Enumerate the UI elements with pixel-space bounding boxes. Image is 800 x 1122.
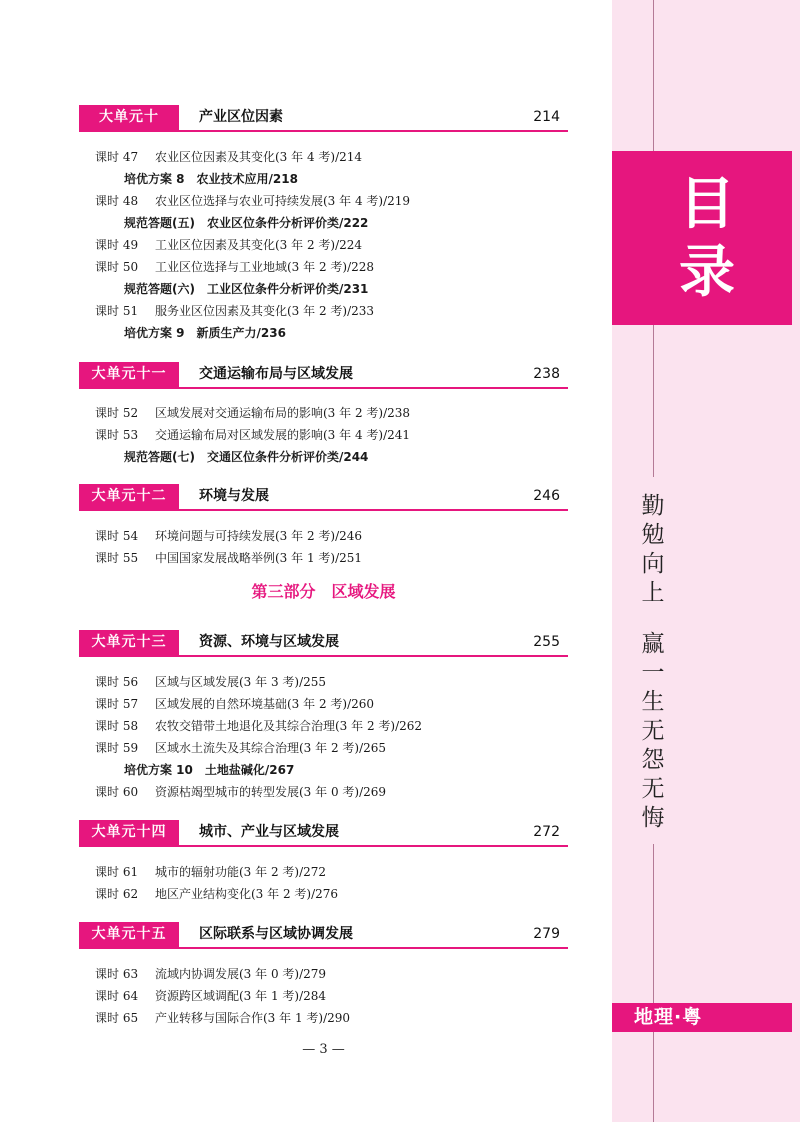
toc-lesson[interactable] [95,1008,350,1028]
unit-title: 城市、产业与区域发展 [199,824,339,840]
unit-tag: 大单元十四 [79,820,179,845]
lesson-title: 资源跨区域调配(3 年 1 考)/284 [155,989,327,1003]
lesson-title: 区域发展对交通运输布局的影响(3 年 2 考)/238 [155,406,411,420]
lesson-title: 产业转移与国际合作(3 年 1 考)/290 [155,1011,351,1025]
page-number: — 3 — [302,1042,345,1057]
lesson-number: 课时 54 [95,529,139,543]
toc-title-block [612,151,792,325]
lesson-number: 课时 51 [95,304,139,318]
unit-header[interactable] [79,105,568,132]
unit-header[interactable] [79,362,568,389]
motto-char: 生 [641,689,665,715]
motto-char: 勉 [641,522,665,548]
unit-title: 环境与发展 [199,488,269,504]
toc-lesson[interactable] [95,301,374,321]
toc-special-item[interactable]: 培优方案 8 农业技术应用/218 [124,172,298,186]
lesson-title: 农业区位选择与农业可持续发展(3 年 4 考)/219 [155,194,411,208]
unit-tag: 大单元十一 [79,362,179,387]
motto-char: 上 [641,580,665,606]
toc-lesson[interactable] [95,548,362,568]
lesson-title: 城市的辐射功能(3 年 2 考)/272 [155,865,327,879]
lesson-number: 课时 60 [95,785,139,799]
toc-special-item[interactable]: 规范答题(五) 农业区位条件分析评价类/222 [124,216,369,230]
part-heading: 第三部分 区域发展 [251,582,396,601]
lesson-title: 资源枯竭型城市的转型发展(3 年 0 考)/269 [155,785,387,799]
motto-part-2 [637,630,669,833]
unit-tag: 大单元十 [79,105,179,130]
lesson-number: 课时 62 [95,887,139,901]
subject-label: 地理·粤 [612,1003,792,1032]
lesson-number: 课时 65 [95,1011,139,1025]
unit-page: 255 [533,634,560,650]
lesson-number: 课时 64 [95,989,139,1003]
lesson-number: 课时 55 [95,551,139,565]
toc-lesson[interactable] [95,862,326,882]
motto-char: 勤 [641,493,665,519]
toc-lesson[interactable] [95,694,374,714]
lesson-number: 课时 53 [95,428,139,442]
motto-char: 悔 [641,805,665,831]
motto-part-1 [637,492,669,608]
side-divider-line [653,325,654,477]
lesson-title: 区域发展的自然环境基础(3 年 2 考)/260 [155,697,375,711]
lesson-number: 课时 47 [95,150,139,164]
side-divider-line [653,1032,654,1122]
lesson-title: 服务业区位因素及其变化(3 年 2 考)/233 [155,304,375,318]
motto-char: 怨 [641,747,665,773]
lesson-title: 区域与区域发展(3 年 3 考)/255 [155,675,327,689]
toc-lesson[interactable] [95,425,410,445]
lesson-number: 课时 48 [95,194,139,208]
motto-char: 无 [641,718,665,744]
lesson-number: 课时 59 [95,741,139,755]
toc-lesson[interactable] [95,526,362,546]
lesson-title: 交通运输布局对区域发展的影响(3 年 4 考)/241 [155,428,411,442]
lesson-title: 工业区位因素及其变化(3 年 2 考)/224 [155,238,363,252]
toc-special-item[interactable]: 规范答题(七) 交通区位条件分析评价类/244 [124,450,369,464]
unit-page: 272 [533,824,560,840]
unit-tag: 大单元十二 [79,484,179,509]
lesson-title: 农业区位因素及其变化(3 年 4 考)/214 [155,150,363,164]
toc-title-char: 目 [679,172,735,237]
toc-lesson[interactable] [95,782,386,802]
toc-lesson[interactable] [95,672,326,692]
unit-header[interactable] [79,630,568,657]
unit-header[interactable] [79,820,568,847]
unit-header[interactable] [79,484,568,511]
toc-lesson[interactable] [95,986,326,1006]
side-divider-line [653,844,654,1003]
side-divider-line [653,0,654,151]
motto-char: 赢 [641,631,665,657]
unit-tag: 大单元十三 [79,630,179,655]
unit-title: 区际联系与区域协调发展 [199,926,353,942]
lesson-title: 环境问题与可持续发展(3 年 2 考)/246 [155,529,363,543]
lesson-title: 农牧交错带土地退化及其综合治理(3 年 2 考)/262 [155,719,423,733]
unit-header[interactable] [79,922,568,949]
unit-title: 资源、环境与区域发展 [199,634,339,650]
lesson-title: 区域水土流失及其综合治理(3 年 2 考)/265 [155,741,387,755]
toc-special-item[interactable]: 培优方案 9 新质生产力/236 [124,326,286,340]
toc-lesson[interactable] [95,884,338,904]
lesson-title: 地区产业结构变化(3 年 2 考)/276 [155,887,339,901]
lesson-title: 工业区位选择与工业地域(3 年 2 考)/228 [155,260,375,274]
toc-lesson[interactable] [95,716,422,736]
lesson-number: 课时 56 [95,675,139,689]
lesson-number: 课时 58 [95,719,139,733]
toc-title-char: 录 [679,240,735,305]
motto-char: 向 [641,551,665,577]
lesson-number: 课时 49 [95,238,139,252]
unit-tag: 大单元十五 [79,922,179,947]
unit-page: 238 [533,366,560,382]
motto-char: 无 [641,776,665,802]
lesson-number: 课时 61 [95,865,139,879]
unit-page: 279 [533,926,560,942]
lesson-number: 课时 63 [95,967,139,981]
lesson-number: 课时 57 [95,697,139,711]
lesson-number: 课时 50 [95,260,139,274]
toc-special-item[interactable]: 培优方案 10 土地盐碱化/267 [124,763,295,777]
toc-lesson[interactable] [95,191,410,211]
motto-char: 一 [641,660,665,686]
lesson-title: 中国国家发展战略举例(3 年 1 考)/251 [155,551,363,565]
toc-lesson[interactable] [95,738,386,758]
toc-lesson[interactable] [95,964,326,984]
toc-lesson[interactable] [95,403,410,423]
lesson-title: 流域内协调发展(3 年 0 考)/279 [155,967,327,981]
toc-lesson[interactable] [95,147,362,167]
toc-lesson[interactable] [95,235,362,255]
toc-lesson[interactable] [95,257,374,277]
unit-page: 246 [533,488,560,504]
toc-special-item[interactable]: 规范答题(六) 工业区位条件分析评价类/231 [124,282,369,296]
lesson-number: 课时 52 [95,406,139,420]
unit-title: 交通运输布局与区域发展 [199,366,353,382]
unit-page: 214 [533,109,560,125]
unit-title: 产业区位因素 [199,109,283,125]
